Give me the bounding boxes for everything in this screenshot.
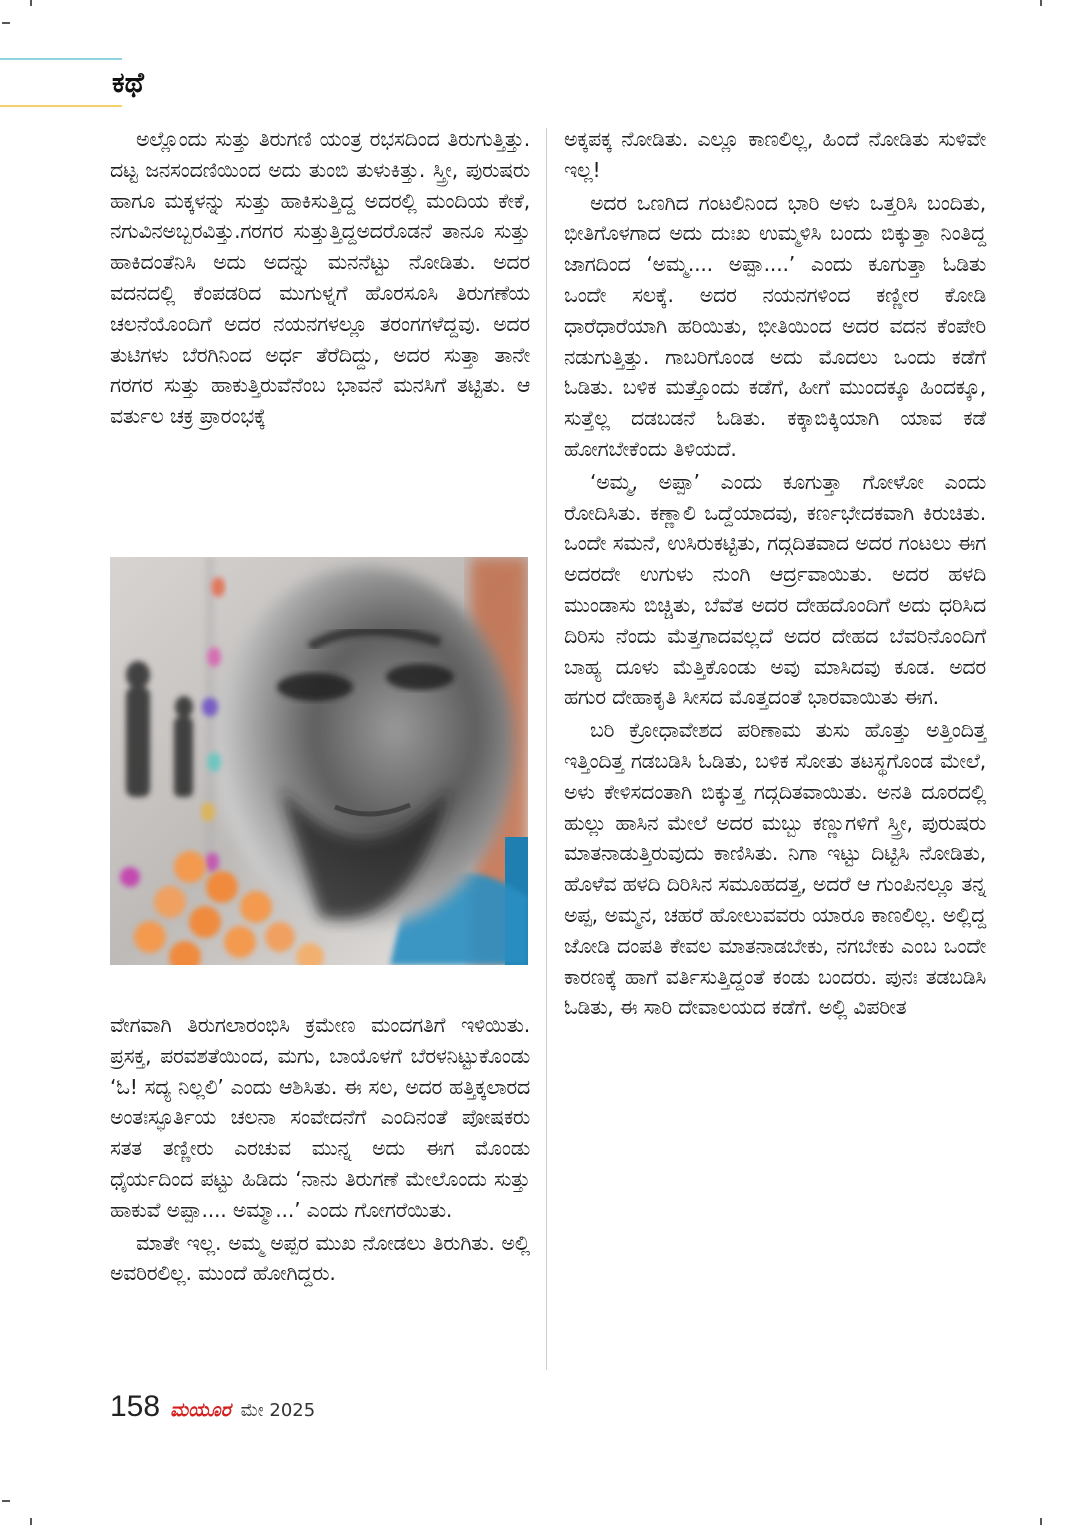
paragraph: ಅದರ ಒಣಗಿದ ಗಂಟಲಿನಿಂದ ಭಾರಿ ಅಳು ಒತ್ತರಿಸಿ ಬಂದಿತು, ಭೀತಿಗೊಳಗಾದ ಅದು ದುಃಖ ಉಮ್ಮಳಿಸಿ ಬಂದು ಬಿಕ್ಕುತ್ತಾ ನಿಂತಿದ್ದ ಜಾಗದಿಂದ ‘ಅಮ್ಮ.... ಅಪ್ಪಾ....’ ಎಂದು ಕೂಗುತ್ತಾ ಓಡಿತು ಒಂದೇ ಸಲಕ್ಕೆ. ಅದರ ನಯನಗಳಿಂದ ಕಣ್ಣೀರ ಕೋಡಿ ಧಾರೆಧಾರೆಯಾಗಿ ಹರಿಯಿತು, ಭೀತಿಯಿಂದ ಅದರ ವದನ ಕೆಂಪೇರಿ ನಡುಗುತ್ತಿತ್ತು. ಗಾಬರಿಗೊಂಡ ಅದು ಮೊದಲು ಒಂದು ಕಡೆಗೆ ಓಡಿತು. ಬಳಿಕ ಮತ್ತೊಂದು ಕಡೆಗೆ, ಹೀಗೆ ಮುಂದಕ್ಕೂ ಹಿಂದಕ್ಕೂ, ಸುತ್ತೆಲ್ಲ ದಡಬಡನೆ ಓಡಿತು. ಕಕ್ಕಾಬಿಕ್ಕಿಯಾಗಿ ಯಾವ ಕಡೆ ಹೋಗಬೇಕೆಂದು ತಿಳಿಯದೆ. bbox=[564, 190, 986, 461]
page-number: 158 bbox=[110, 1390, 161, 1423]
crop-mark bbox=[2, 1500, 10, 1502]
crop-mark bbox=[30, 0, 32, 6]
section-label: ಕಥೆ bbox=[112, 66, 144, 99]
abstract-face-illustration bbox=[110, 557, 528, 965]
section-rule-top bbox=[0, 58, 122, 60]
paragraph: ಅಲ್ಲೊಂದು ಸುತ್ತು ತಿರುಗಣಿ ಯಂತ್ರ ರಭಸದಿಂದ ತಿರುಗುತ್ತಿತ್ತು. ದಟ್ಟ ಜನಸಂದಣಿಯಿಂದ ಅದು ತುಂಬಿ ತುಳುಕಿತ್ತು. ಸ್ತ್ರೀ, ಪುರುಷರು ಹಾಗೂ ಮಕ್ಕಳನ್ನು ಸುತ್ತು ಹಾಕಿಸುತ್ತಿದ್ದ ಅದರಲ್ಲಿ ಮಂದಿಯ ಕೇಕೆ, ನಗುವಿನಅಬ್ಬರವಿತ್ತು.ಗರಗರ ಸುತ್ತುತ್ತಿದ್ದಅದರೊಡನೆ ತಾನೂ ಸುತ್ತು ಹಾಕಿದಂತೆನಿಸಿ ಅದು ಅದನ್ನು ಮನನೆಟ್ಟು ನೋಡಿತು. ಅದರ ವದನದಲ್ಲಿ ಕೆಂಪಡರಿದ ಮುಗುಳ್ನಗೆ ಹೊರಸೂಸಿ ತಿರುಗಣೆಯ ಚಲನೆಯೊಂದಿಗೆ ಅದರ ನಯನಗಳಲ್ಲೂ ತರಂಗಗಳೆದ್ದವು. ಅದರ ತುಟಿಗಳು ಬೆರಗಿನಿಂದ ಅರ್ಧ ತೆರೆದಿದ್ದು, ಅದರ ಸುತ್ತಾ ತಾನೇ ಗರಗರ ಸುತ್ತು ಹಾಕುತ್ತಿರುವೆನೆಂಬ ಭಾವನೆ ಮನಸಿಗೆ ತಟ್ಟಿತು. ಆ ವರ್ತುಲ ಚಕ್ರ ಪ್ರಾರಂಭಕ್ಕೆ bbox=[110, 127, 530, 429]
section-rule-bottom bbox=[0, 105, 122, 107]
paragraph: ಬರಿ ಕ್ರೋಧಾವೇಶದ ಪರಿಣಾಮ ತುಸು ಹೊತ್ತು ಅತ್ತಿಂದಿತ್ತ ಇತ್ತಿಂದಿತ್ತ ಗಡಬಡಿಸಿ ಓಡಿತು, ಬಳಿಕ ಸೋತು ತಟಸ್ಥಗೊಂಡ ಮೇಲೆ, ಅಳು ಕೇಳಿಸದಂತಾಗಿ ಬಿಕ್ಕುತ್ತ ಗದ್ಗದಿತವಾಯಿತು. ಅನತಿ ದೂರದಲ್ಲಿ ಹುಲ್ಲು ಹಾಸಿನ ಮೇಲೆ ಅದರ ಮಬ್ಬು ಕಣ್ಣುಗಳಿಗೆ ಸ್ತ್ರೀ, ಪುರುಷರು ಮಾತನಾಡುತ್ತಿರುವುದು ಕಾಣಿಸಿತು. ನಿಗಾ ಇಟ್ಟು ದಿಟ್ಟಿಸಿ ನೋಡಿತು, ಹೊಳೆವ ಹಳದಿ ದಿರಿಸಿನ ಸಮೂಹದತ್ತ, ಅದರೆ ಆ ಗುಂಪಿನಲ್ಲೂ ತನ್ನ ಅಪ್ಪ, ಅಮ್ಮನ, ಚಹರೆ ಹೋಲುವವರು ಯಾರೂ ಕಾಣಲಿಲ್ಲ. ಅಲ್ಲಿದ್ದ ಜೋಡಿ ದಂಪತಿ ಕೇವಲ ಮಾತನಾಡಬೇಕು, ನಗಬೇಕು ಎಂಬ ಒಂದೇ ಕಾರಣಕ್ಕೆ ಹಾಗೆ ವರ್ತಿಸುತ್ತಿದ್ದಂತೆ ಕಂಡು ಬಂದರು. ಪುನಃ ತಡಬಡಿಸಿ ಓಡಿತು, ಈ ಸಾರಿ ದೇವಾಲಯದ ಕಡೆಗೆ. ಅಲ್ಲಿ ವಿಪರೀತ bbox=[564, 718, 986, 1020]
magazine-logo: ಮಯೂರ bbox=[170, 1399, 231, 1421]
crop-mark bbox=[30, 1518, 32, 1525]
crop-mark bbox=[2, 22, 10, 24]
left-column-top bbox=[110, 124, 530, 432]
crop-mark bbox=[1040, 1518, 1042, 1525]
issue-date: ಮೇ 2025 bbox=[240, 1400, 316, 1421]
page-footer bbox=[110, 1390, 315, 1430]
paragraph: ವೇಗವಾಗಿ ತಿರುಗಲಾರಂಭಿಸಿ ಕ್ರಮೇಣ ಮಂದಗತಿಗೆ ಇಳಿಯಿತು. ಪ್ರಸಕ್ತ, ಪರವಶತೆಯಿಂದ, ಮಗು, ಬಾಯೊಳಗೆ ಬೆರಳನಿಟ್ಟುಕೊಂಡು ‘ಓ! ಸದ್ಯ ನಿಲ್ಲಲಿ’ ಎಂದು ಆಶಿಸಿತು. ಈ ಸಲ, ಅದರ ಹತ್ತಿಕ್ಕಲಾರದ ಅಂತಃಸ್ಫೂರ್ತಿಯ ಚಲನಾ ಸಂವೇದನೆಗೆ ಎಂದಿನಂತೆ ಪೋಷಕರು ಸತತ ತಣ್ಣೀರು ಎರಚುವ ಮುನ್ನ ಅದು ಈಗ ಮೊಂಡು ಧೈರ್ಯದಿಂದ ಪಟ್ಟು ಹಿಡಿದು ‘ನಾನು ತಿರುಗಣೆ ಮೇಲೊಂದು ಸುತ್ತು ಹಾಕುವೆ ಅಪ್ಪಾ.... ಅಮ್ಮಾ...’ ಎಂದು ಗೋಗರೆಯಿತು. bbox=[110, 1013, 530, 1222]
crop-mark bbox=[1040, 0, 1042, 6]
right-column bbox=[564, 124, 986, 1023]
column-divider bbox=[546, 128, 547, 1370]
left-column-bottom bbox=[110, 1010, 530, 1289]
paragraph: ‘ಅಮ್ಮ, ಅಪ್ಪಾ’ ಎಂದು ಕೂಗುತ್ತಾ ಗೋಳೋ ಎಂದು ರೋದಿಸಿತು. ಕಣ್ಣಾಲಿ ಒದ್ದೆಯಾದವು, ಕರ್ಣಭೇದಕವಾಗಿ ಕಿರುಚಿತು. ಒಂದೇ ಸಮನೆ, ಉಸಿರುಕಟ್ಟಿತು, ಗದ್ಗದಿತವಾದ ಅದರ ಗಂಟಲು ಈಗ ಅದರದೇ ಉಗುಳು ನುಂಗಿ ಆರ್ದ್ರವಾಯಿತು. ಅದರ ಹಳದಿ ಮುಂಡಾಸು ಬಿಚ್ಚಿತು, ಬೆವೆತ ಅದರ ದೇಹದೊಂದಿಗೆ ಅದು ಧರಿಸಿದ ದಿರಿಸು ನೆಂದು ಮೆತ್ತಗಾದವಲ್ಲದೆ ಅದರ ದೇಹದ ಬೆವರಿನೊಂದಿಗೆ ಬಾಹ್ಯ ದೂಳು ಮೆತ್ತಿಕೊಂಡು ಅವು ಮಾಸಿದವು ಕೂಡ. ಅದರ ಹಗುರ ದೇಹಾಕೃತಿ ಸೀಸದ ಮೊತ್ತದಂತೆ ಭಾರವಾಯಿತು ಈಗ. bbox=[564, 469, 986, 710]
paragraph: ಅಕ್ಕಪಕ್ಕ ನೋಡಿತು. ಎಲ್ಲೂ ಕಾಣಲಿಲ್ಲ, ಹಿಂದೆ ನೋಡಿತು ಸುಳಿವೇ ಇಲ್ಲ! bbox=[564, 127, 986, 182]
paragraph: ಮಾತೇ ಇಲ್ಲ. ಅಮ್ಮ ಅಪ್ಪರ ಮುಖ ನೋಡಲು ತಿರುಗಿತು. ಅಲ್ಲಿ ಅವರಿರಲಿಲ್ಲ. ಮುಂದೆ ಹೋಗಿದ್ದರು. bbox=[110, 1230, 530, 1286]
